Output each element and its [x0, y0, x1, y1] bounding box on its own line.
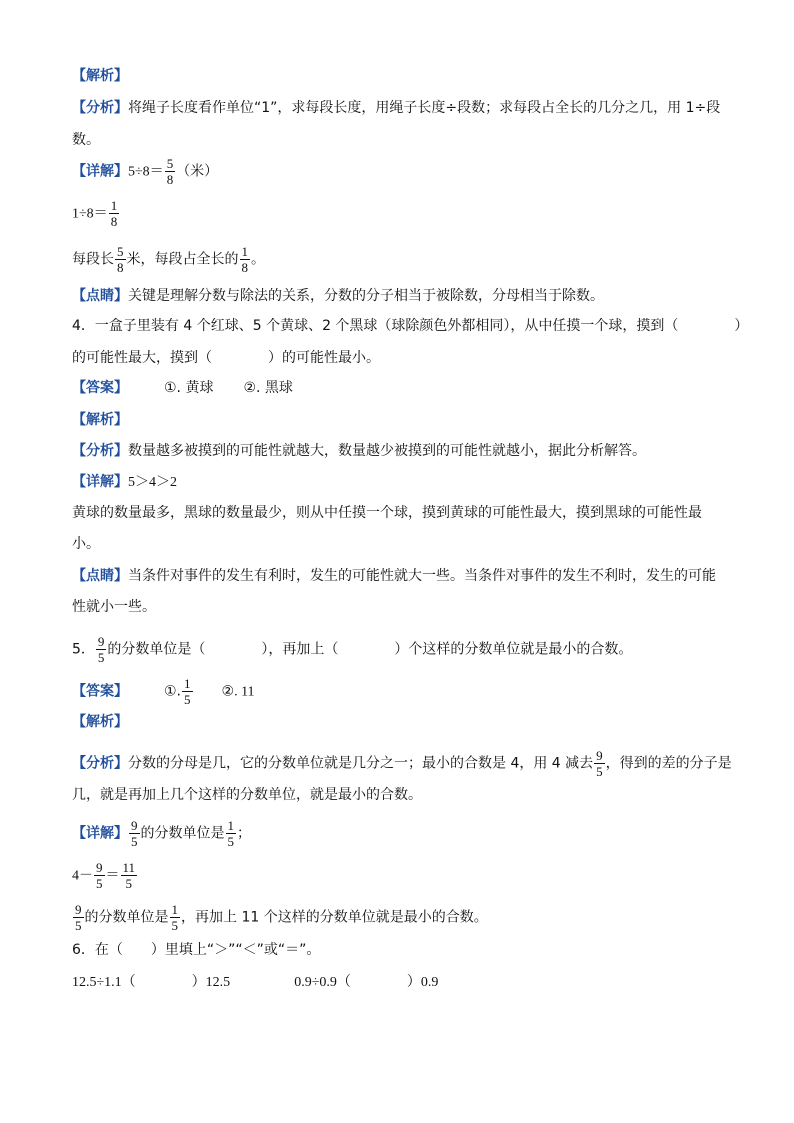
fraction: $\frac{9}{5}$: [75, 902, 82, 933]
fraction: $\frac{9}{5}$: [131, 818, 138, 849]
q5-detail-2: 4－ $\frac{9}{5}$ ＝ $\frac{11}{5}$: [72, 860, 136, 891]
fraction: $\frac{1}{5}$: [171, 902, 178, 933]
q4-tip-cont: 性就小一些。: [72, 599, 156, 615]
q3-analysis-cont: 数。: [72, 132, 100, 148]
answer-2: ②. 黑球: [243, 380, 293, 396]
q5-detail-1: 【详解】 $\frac{9}{5}$ 的分数单位是 $\frac{1}{5}$ ；: [72, 818, 251, 849]
q4-answer: 【答案】 ①. 黄球 ②. 黑球: [72, 380, 293, 396]
fraction: $\frac{1}{5}$: [227, 818, 234, 849]
q3-analysis: 【分析】将绳子长度看作单位“1”，求每段长度，用绳子长度÷段数；求每段占全长的几分之几，用 1÷段: [72, 100, 721, 116]
q6-expression-2: 0.9÷0.9（ ）0.9: [294, 975, 439, 990]
q3-detail-3: 每段长 $\frac{5}{8}$ 米，每段占全长的 $\frac{1}{8}$ 。: [72, 244, 265, 275]
q6-expressions: [72, 972, 438, 993]
fraction: $\frac{1}{8}$: [241, 244, 248, 275]
fraction: $\frac{5}{8}$: [166, 156, 174, 187]
fraction: $\frac{1}{8}$: [110, 198, 118, 229]
q5-stem: 5． $\frac{9}{5}$ 的分数单位是（ ），再加上（ ）个这样的分数单位就是最小的合数。: [72, 634, 633, 665]
q3-tip: 【点睛】关键是理解分数与除法的关系，分数的分子相当于被除数，分母相当于除数。: [72, 288, 604, 304]
q4-detail-text-cont: 小。: [72, 536, 100, 552]
q4-stem: 4．一盒子里装有 4 个红球、5 个黄球、2 个黑球（球除颜色外都相同），从中任摸一个球，摸到（ ）: [72, 318, 749, 334]
q3-analysis-text: 将绳子长度看作单位“1”，求每段长度，用绳子长度÷段数；求每段占全长的几分之几，用 1÷段: [128, 100, 721, 116]
q6-expression-1: 12.5÷1.1（ ）12.5: [72, 975, 231, 990]
jiexi-label-q4: 【解析】: [72, 412, 128, 428]
q5-answer: 【答案】 ①. $\frac{1}{5}$ ②. 11: [72, 676, 255, 707]
answer-1: ①.: [164, 683, 182, 700]
fraction: $\frac{5}{8}$: [117, 244, 124, 275]
fraction: $\frac{9}{5}$: [96, 860, 103, 891]
q4-analysis: 【分析】数量越多被摸到的可能性就越大，数量越少被摸到的可能性就越小，据此分析解答。: [72, 443, 646, 459]
fraction: $\frac{11}{5}$: [122, 860, 136, 891]
jiexi-label-q3: 【解析】: [72, 68, 128, 84]
fraction: $\frac{9}{5}$: [97, 634, 105, 665]
q5-analysis-cont: 几，就是再加上几个这样的分数单位，就是最小的合数。: [72, 787, 422, 803]
q3-detail-1: 【详解】5÷8＝ $\frac{5}{8}$ （米）: [72, 156, 219, 187]
q3-detail-2: 1÷8＝ $\frac{1}{8}$: [72, 198, 118, 229]
fraction: $\frac{9}{5}$: [596, 748, 603, 779]
q5-detail-3: $\frac{9}{5}$ 的分数单位是 $\frac{1}{5}$ ，再加上 11 个这样的分数单位就是最小的合数。: [75, 902, 488, 933]
q4-stem-cont: 的可能性最大，摸到（ ）的可能性最小。: [72, 350, 380, 366]
answer-1: ①. 黄球: [164, 380, 214, 396]
jiexi-label-q5: 【解析】: [72, 714, 128, 730]
q4-detail-text: 黄球的数量最多，黑球的数量最少，则从中任摸一个球，摸到黄球的可能性最大，摸到黑球的可能性最: [72, 505, 702, 521]
fraction: $\frac{1}{5}$: [184, 676, 191, 707]
q6-stem: 6．在（ ）里填上“＞”“＜”或“＝”。: [72, 942, 321, 958]
q4-detail: 【详解】5＞4＞2: [72, 474, 177, 490]
q5-analysis: 【分析】分数的分母是几，它的分数单位就是几分之一；最小的合数是 4，用 4 减去 $\frac{9}{5}$ ，得到的差的分子是: [72, 748, 732, 779]
q4-tip: 【点睛】当条件对事件的发生有利时，发生的可能性就大一些。当条件对事件的发生不利时，发生的可能: [72, 568, 716, 584]
answer-2: ②. 11: [221, 684, 255, 700]
